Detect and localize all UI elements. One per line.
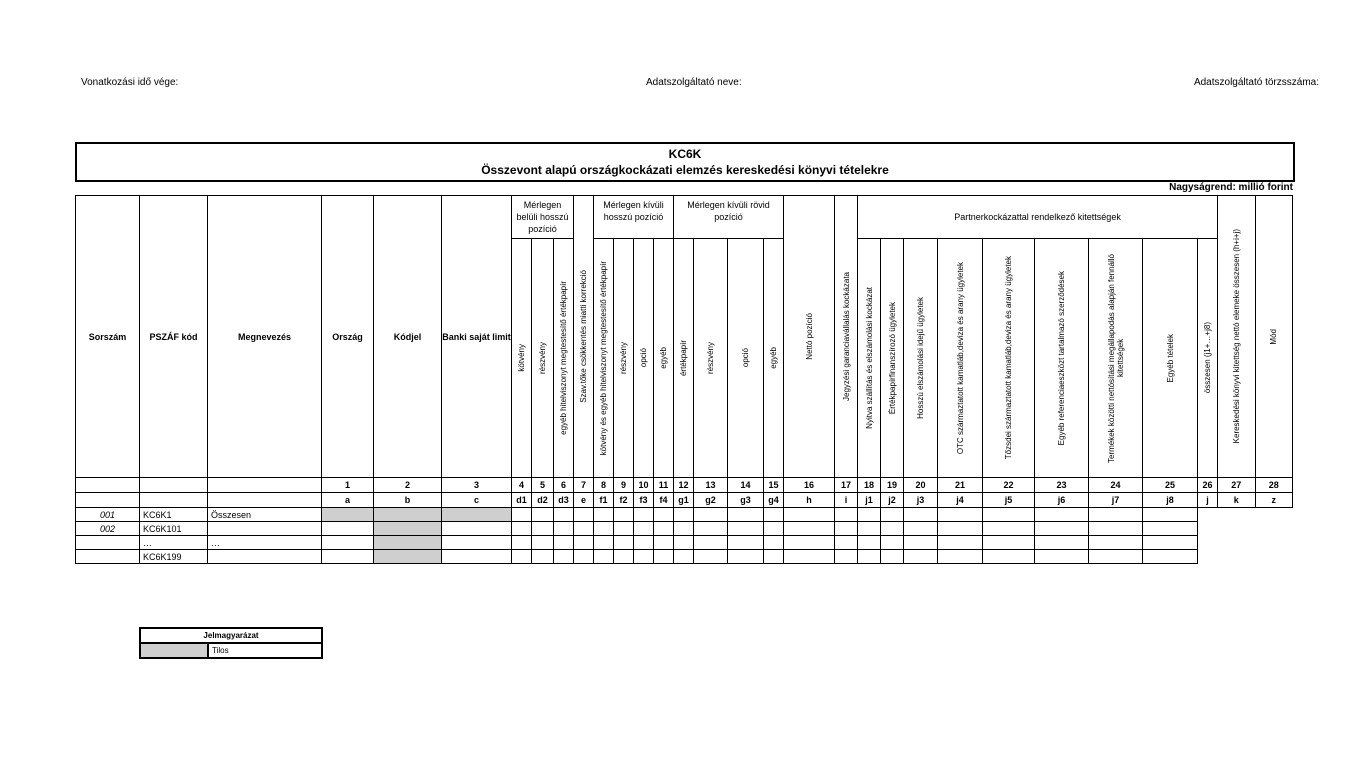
row-sorszam: 001 <box>76 508 140 522</box>
header-d1: kötvény <box>512 239 532 478</box>
legend-forbidden-label: Tilos <box>208 643 322 658</box>
header-netto: Nettó pozíció <box>784 196 835 478</box>
unit-label: Nagyságrend: millió forint <box>1169 182 1293 193</box>
legend-swatch <box>140 643 208 658</box>
group-merleg-beluli: Mérlegen belüli hosszú pozíció <box>512 196 574 239</box>
provider-id-label: Adatszolgáltató törzsszáma: <box>1193 77 1319 88</box>
header-pszaf-kod: PSZÁF kód <box>140 196 208 478</box>
header-limit: Banki saját limit <box>442 196 512 478</box>
header-szavtoke: Szav.tőke csökkentés miatti korrekció <box>574 196 594 478</box>
header-f2: részvény <box>614 239 634 478</box>
col-number: 22 <box>983 478 1035 493</box>
header-j6: Egyéb referenciaeszközt tartalmazó szerződések <box>1035 239 1089 478</box>
cell-forbidden <box>374 550 442 564</box>
row-kod: KC6K1 <box>140 508 208 522</box>
col-number: 1 <box>322 478 374 493</box>
col-number: 20 <box>904 478 938 493</box>
table-row <box>76 508 1293 522</box>
col-letter: f1 <box>594 493 614 508</box>
col-letter: d2 <box>532 493 554 508</box>
header-j3: Hosszú elszámolási idejű ügyletek <box>904 239 938 478</box>
header-j4: OTC származtatott kamatláb,deviza és arany ügyletek <box>938 239 983 478</box>
header-k: Kereskedési könyvi kitettség nettó elemeke összesen (h+i+j) <box>1218 196 1255 478</box>
row-kod: KC6K199 <box>140 550 208 564</box>
header-sorszam: Sorszám <box>76 196 140 478</box>
header-f4: egyéb <box>654 239 674 478</box>
col-number: 14 <box>728 478 764 493</box>
header-j8: Egyéb tételek <box>1143 239 1198 478</box>
col-letter: d3 <box>554 493 574 508</box>
cell-forbidden <box>442 508 512 522</box>
col-number: 9 <box>614 478 634 493</box>
header-mod: Mód <box>1255 196 1292 478</box>
col-number: 10 <box>634 478 654 493</box>
col-letter: j <box>1198 493 1218 508</box>
row-sorszam <box>76 550 140 564</box>
col-number: 12 <box>674 478 694 493</box>
header-orszag: Ország <box>322 196 374 478</box>
cell-forbidden <box>374 522 442 536</box>
row-nev: … <box>208 536 322 550</box>
col-number: 15 <box>764 478 784 493</box>
col-number: 23 <box>1035 478 1089 493</box>
row-nev: Összesen <box>208 508 322 522</box>
col-number: 18 <box>858 478 881 493</box>
header-g3: opció <box>728 239 764 478</box>
col-letter: g4 <box>764 493 784 508</box>
provider-name-label: Adatszolgáltató neve: <box>646 77 742 88</box>
col-number: 27 <box>1218 478 1255 493</box>
header-jsum: összesen (j1+…+j8) <box>1198 239 1218 478</box>
col-number: 7 <box>574 478 594 493</box>
col-letter: j6 <box>1035 493 1089 508</box>
col-number: 28 <box>1255 478 1292 493</box>
col-letter: g2 <box>694 493 728 508</box>
col-number: 16 <box>784 478 835 493</box>
row-nev <box>208 550 322 564</box>
col-letter: k <box>1218 493 1255 508</box>
col-letter: f3 <box>634 493 654 508</box>
col-number: 13 <box>694 478 728 493</box>
cell-forbidden <box>322 508 374 522</box>
col-letter: j3 <box>904 493 938 508</box>
col-number: 25 <box>1143 478 1198 493</box>
col-number: 17 <box>835 478 858 493</box>
col-letter: j2 <box>881 493 904 508</box>
col-letter: d1 <box>512 493 532 508</box>
header-f1: kötvény és egyéb hitelviszonyt megtestesítő értékpapír <box>594 239 614 478</box>
col-number: 3 <box>442 478 512 493</box>
form-title-box <box>75 142 1295 182</box>
col-letter: j8 <box>1143 493 1198 508</box>
period-end-label: Vonatkozási idő vége: <box>81 77 179 88</box>
row-sorszam: 002 <box>76 522 140 536</box>
legend-title: Jelmagyarázat <box>140 628 322 643</box>
col-number: 19 <box>881 478 904 493</box>
form-title: Összevont alapú országkockázati elemzés kereskedési könyvi tételekre <box>481 163 889 177</box>
header-g1: értékpapír <box>674 239 694 478</box>
col-letter: a <box>322 493 374 508</box>
header-d3: egyéb hitelviszonyt megtestesítő értékpapír <box>554 239 574 478</box>
column-number-row <box>76 478 1293 493</box>
header-g2: részvény <box>694 239 728 478</box>
col-letter: j5 <box>983 493 1035 508</box>
table-row <box>76 550 1293 564</box>
col-letter: h <box>784 493 835 508</box>
form-code: KC6K <box>668 147 702 161</box>
col-letter: g3 <box>728 493 764 508</box>
header-f3: opció <box>634 239 654 478</box>
col-letter: f2 <box>614 493 634 508</box>
col-number: 2 <box>374 478 442 493</box>
col-number: 24 <box>1089 478 1143 493</box>
col-letter: z <box>1255 493 1292 508</box>
col-letter: f4 <box>654 493 674 508</box>
col-letter: c <box>442 493 512 508</box>
table-row <box>76 536 1293 550</box>
col-letter: g1 <box>674 493 694 508</box>
cell-forbidden <box>374 508 442 522</box>
header-d2: részvény <box>532 239 554 478</box>
col-number: 8 <box>594 478 614 493</box>
legend-table <box>139 627 323 659</box>
table-row <box>76 522 1293 536</box>
col-number: 5 <box>532 478 554 493</box>
header-j1: Nyitva szállítás és elszámolási kockázat <box>858 239 881 478</box>
report-table <box>75 195 1293 564</box>
group-partner: Partnerkockázattal rendelkező kitettségek <box>858 196 1218 239</box>
col-letter: i <box>835 493 858 508</box>
header-megnevezes: Megnevezés <box>208 196 322 478</box>
col-letter: j7 <box>1089 493 1143 508</box>
col-letter: j4 <box>938 493 983 508</box>
header-j2: Értékpapírfinanszírozó ügyletek <box>881 239 904 478</box>
group-kivuli-rovid: Mérlegen kívüli rövid pozíció <box>674 196 784 239</box>
header-jegyzesi: Jegyzési garanciavállalás kockázata <box>835 196 858 478</box>
col-number: 11 <box>654 478 674 493</box>
cell-forbidden <box>374 536 442 550</box>
row-sorszam <box>76 536 140 550</box>
col-number: 6 <box>554 478 574 493</box>
col-letter: j1 <box>858 493 881 508</box>
col-letter: b <box>374 493 442 508</box>
column-letter-row <box>76 493 1293 508</box>
header-j7: Termékek közötti nettósítási megállapodás alapján fennálló kitettségek <box>1089 239 1143 478</box>
col-number: 4 <box>512 478 532 493</box>
col-letter: e <box>574 493 594 508</box>
group-kivuli-hosszu: Mérlegen kívüli hosszú pozíció <box>594 196 674 239</box>
row-kod: KC6K101 <box>140 522 208 536</box>
row-nev <box>208 522 322 536</box>
col-number: 26 <box>1198 478 1218 493</box>
row-kod: … <box>140 536 208 550</box>
header-kodjel: Kódjel <box>374 196 442 478</box>
col-number: 21 <box>938 478 983 493</box>
header-g4: egyéb <box>764 239 784 478</box>
header-j5: Tőzsdei származtatott kamatláb,deviza és arany ügyletek <box>983 239 1035 478</box>
